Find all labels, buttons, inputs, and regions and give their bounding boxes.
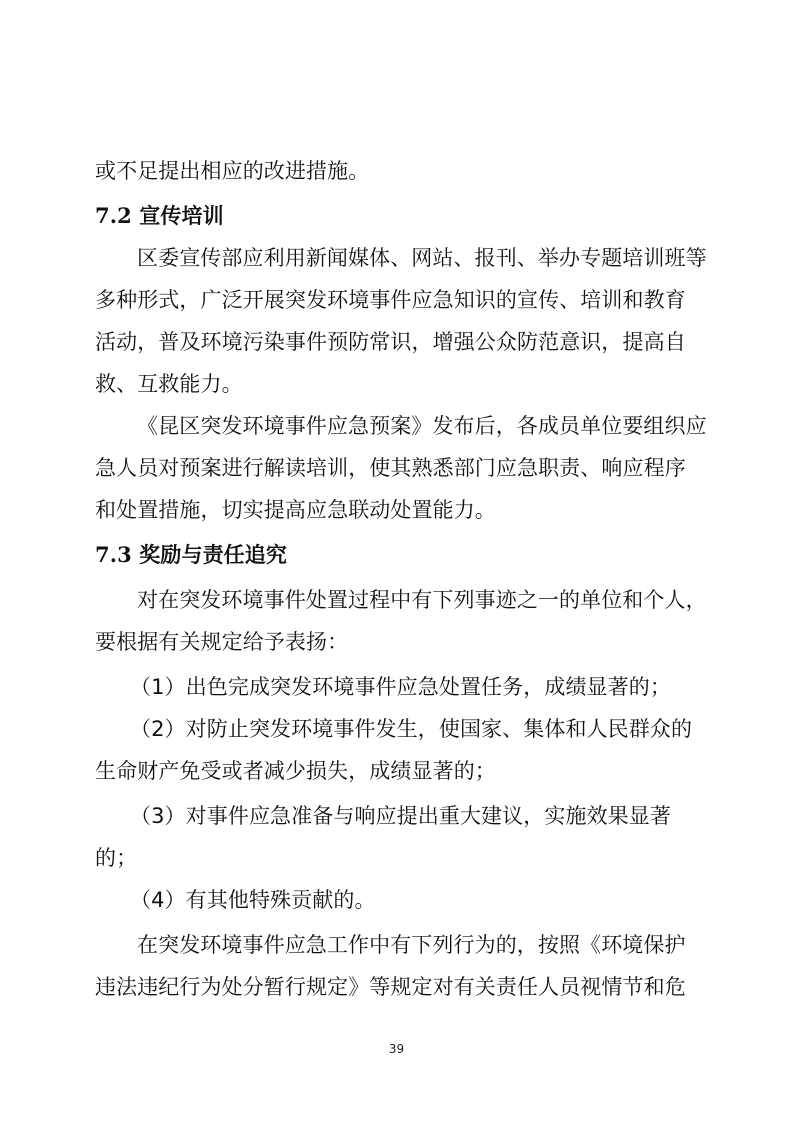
section-title: 奖励与责任追究: [139, 543, 287, 567]
list-item: （1）出色完成突发环境事件应急处置任务，成绩显著的；: [130, 675, 671, 699]
paragraph-line: 对在突发环境事件处置过程中有下列事迹之一的单位和个人，: [137, 588, 707, 612]
paragraph-line: 活动，普及环境污染事件预防常识，增强公众防范意识，提高自: [95, 330, 686, 354]
section-heading-7-2: [95, 201, 224, 231]
paragraph-line: 区委宣传部应利用新闻媒体、网站、报刊、举办专题培训班等: [137, 246, 707, 270]
list-item-continuation: 生命财产免受或者减少损失，成绩显著的；: [95, 759, 496, 783]
paragraph-line: 违法违纪行为处分暂行规定》等规定对有关责任人员视情节和危: [95, 975, 686, 999]
paragraph-line: 救、互救能力。: [95, 372, 243, 396]
paragraph-line: 多种形式，广泛开展突发环境事件应急知识的宣传、培训和教育: [95, 288, 686, 312]
section-heading-7-3: [95, 540, 287, 570]
paragraph-line: 和处置措施，切实提高应急联动处置能力。: [95, 498, 496, 522]
list-item-continuation: 的；: [95, 846, 138, 870]
section-title: 宣传培训: [139, 204, 224, 228]
paragraph-line: 在突发环境事件应急工作中有下列行为的，按照《环境保护: [137, 933, 686, 957]
list-item: （3）对事件应急准备与响应提出重大建议，实施效果显著: [130, 804, 671, 828]
section-number: 7.3: [95, 542, 132, 567]
paragraph-line: 要根据有关规定给予表扬：: [95, 630, 349, 654]
list-item: （4）有其他特殊贡献的。: [130, 888, 376, 912]
page-number: 39: [388, 1042, 405, 1056]
continuation-text: 或不足提出相应的改进措施。: [95, 159, 370, 183]
paragraph-line: 急人员对预案进行解读培训，使其熟悉部门应急职责、响应程序: [95, 456, 686, 480]
list-item: （2）对防止突发环境事件发生，使国家、集体和人民群众的: [130, 717, 693, 741]
section-number: 7.2: [95, 203, 132, 228]
paragraph-line: 《昆区突发环境事件应急预案》发布后，各成员单位要组织应: [137, 414, 707, 438]
